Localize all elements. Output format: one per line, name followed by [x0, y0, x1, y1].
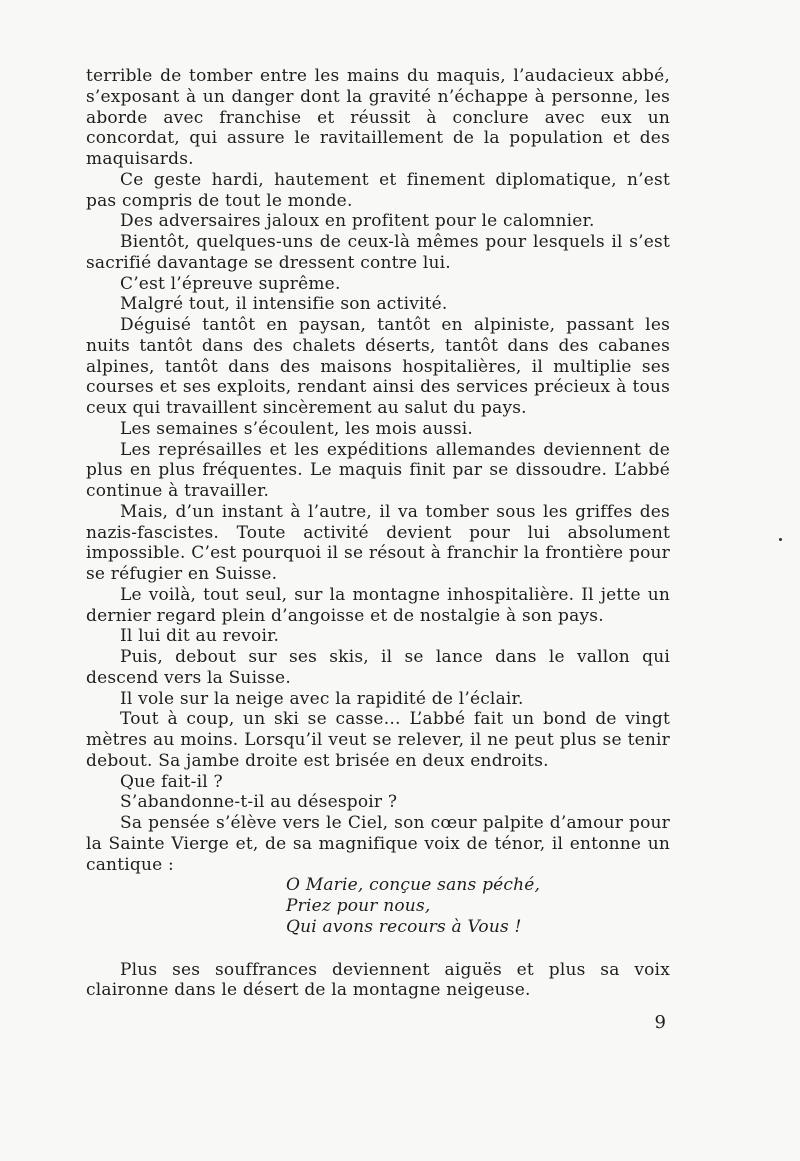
- paragraph: Il lui dit au revoir.: [120, 626, 280, 647]
- paragraph: Les semaines s’écoulent, les mois aussi.: [120, 418, 473, 439]
- verse-line: O Marie, conçue sans péché,: [286, 875, 541, 896]
- paragraph: Puis, debout sur ses skis, il se lance dans le vallon qui descend vers la Suisse.: [86, 647, 670, 688]
- scan-speck: [779, 538, 782, 541]
- verse-line: Priez pour nous,: [286, 896, 431, 916]
- body-text: [86, 66, 670, 1001]
- spacer: [86, 938, 670, 960]
- paragraph: Que fait-il ?: [120, 771, 223, 792]
- hymn-verse: [86, 875, 670, 937]
- paragraph: Tout à coup, un ski se casse… L’abbé fait un bond de vingt mètres au moins. Lorsqu’il veut se relever, il ne peut plus se tenir debout. Sa jambe droite est brisée en deux endroits.: [86, 709, 670, 771]
- paragraph: Bientôt, quelques-uns de ceux-là mêmes pour lesquels il s’est sacrifié davantage se dressent contre lui.: [86, 232, 670, 273]
- paragraph: Ce geste hardi, hautement et finement diplomatique, n’est pas compris de tout le monde.: [86, 169, 670, 211]
- paragraph: Les représailles et les expéditions allemandes deviennent de plus en plus fréquentes. Le maquis finit par se dissoudre. L’abbé continue à travailler.: [86, 439, 670, 501]
- paragraph: terrible de tomber entre les mains du maquis, l’audacieux abbé, s’exposant à un danger dont la gravité n’échappe à personne, les aborde avec franchise et réussit à conclure avec eux un concordat, qui assure le ravitaillement de la population et des maquisards.: [86, 66, 670, 169]
- paragraph: Des adversaires jaloux en profitent pour le calomnier.: [120, 211, 595, 232]
- page-number: 9: [654, 1012, 666, 1033]
- paragraph: Déguisé tantôt en paysan, tantôt en alpiniste, passant les nuits tantôt dans des chalets déserts, tantôt dans des cabanes alpines, tantôt dans des maisons hospitalières, il multiplie ses courses et ses exploits, rendant ainsi des services précieux à tous ceux qui travaillent sincèrement au salut du pays.: [86, 315, 670, 418]
- paragraph: Le voilà, tout seul, sur la montagne inhospitalière. Il jette un dernier regard plein d’angoisse et de nostalgie à son pays.: [86, 584, 670, 626]
- paragraph: Il vole sur la neige avec la rapidité de l’éclair.: [120, 688, 524, 709]
- paragraph: C’est l’épreuve suprême.: [120, 273, 341, 294]
- paragraph: Plus ses souffrances deviennent aiguës et plus sa voix claironne dans le désert de la montagne neigeuse.: [86, 959, 670, 1001]
- verse-line: Qui avons recours à Vous !: [286, 916, 522, 937]
- paragraph: Mais, d’un instant à l’autre, il va tomber sous les griffes des nazis-fascistes. Toute activité devient pour lui absolument impossible. C’est pourquoi il se résout à franchir la frontière pour se réfugier en Suisse.: [86, 501, 670, 584]
- paragraph: Sa pensée s’élève vers le Ciel, son cœur palpite d’amour pour la Sainte Vierge et, de sa magnifique voix de ténor, il entonne un cantique :: [86, 813, 670, 875]
- paragraph: Malgré tout, il intensifie son activité.: [120, 294, 448, 315]
- paragraph: S’abandonne-t-il au désespoir ?: [120, 792, 398, 813]
